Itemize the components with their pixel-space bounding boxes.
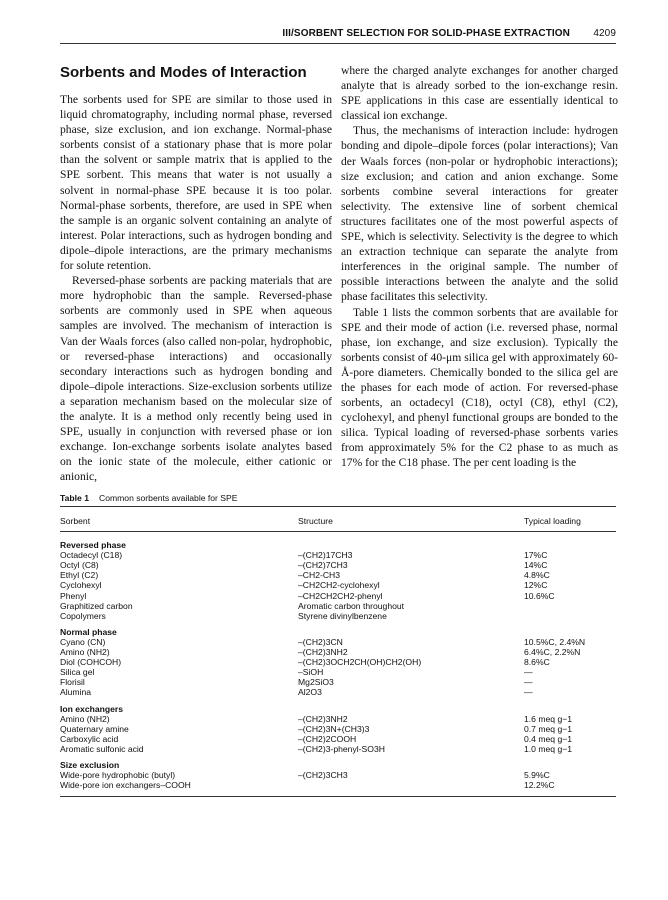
loading-cell: 17%C [524,550,548,561]
structure-cell: –(CH2)3-phenyl-SO3H [298,743,385,754]
loading-cell: 8.6%C [524,657,550,668]
loading-cell: 14%C [524,560,548,571]
sorbent-cell: Alumina [60,687,92,698]
sorbent-cell: Graphitized carbon [60,600,133,611]
table-label: Table 1 [60,493,89,503]
section-heading: Sorbents and Modes of Interaction [60,64,307,81]
table-group-row [60,532,616,551]
loading-cell: 6.4%C, 2.2%N [524,647,581,658]
table-row [60,657,616,667]
header-rule [60,43,616,44]
body-paragraph: Thus, the mechanisms of interaction include: hydrogen bonding and dipole–dipole forces (polar interactions); Van der Waals forces (non-polar or hydrophobic interactions); size exclusion; and cation and anion exchange. Some sorbents combine several interactions for greater selectivity. The extensive line of sorbent chemical structures facilitates one of the most powerful aspects of SPE, which is selectivity. Selectivity is the degree to which an extraction technique can separate the analyte from interferences in the original sample. The number of possible interactions between the analyte and the solid phase facilitates this selectivity. [341,124,618,304]
loading-cell: 5.9%C [524,770,550,781]
sorbent-cell: Quaternary amine [60,723,129,734]
structure-cell: Mg2SiO3 [298,677,334,688]
table-row [60,677,616,687]
table-group-row [60,754,616,770]
loading-cell: 1.0 meq g−1 [524,743,573,754]
loading-cell: — [524,667,533,678]
loading-cell: 4.8%C [524,570,550,581]
table-row [60,724,616,734]
structure-cell: –(CH2)3N+(CH3)3 [298,723,370,734]
structure-cell: –(CH2)3CN [298,636,343,647]
sorbent-cell: Octadecyl (C18) [60,550,123,561]
structure-cell: –CH2CH2-cyclohexyl [298,580,380,591]
table-group-heading: Size exclusion [60,759,120,770]
sorbent-cell: Cyano (CN) [60,636,106,647]
loading-cell: — [524,687,533,698]
sorbent-cell: Amino (NH2) [60,713,110,724]
loading-cell: 0.7 meq g−1 [524,723,573,734]
sorbent-cell: Silica gel [60,667,95,678]
sorbent-cell: Wide-pore hydrophobic (butyl) [60,770,176,781]
loading-cell [524,611,616,621]
sorbent-cell: Cyclohexyl [60,580,102,591]
structure-cell: –CH2CH2CH2-phenyl [298,590,383,601]
table-group-heading: Ion exchangers [60,703,124,714]
sorbents-table [60,506,616,797]
structure-cell: –(CH2)3OCH2CH(OH)CH2(OH) [298,657,422,668]
body-paragraph: Table 1 lists the common sorbents that are available for SPE and their mode of action (i.e. reversed phase, normal phase, ion exchange, and size exclusion). Typically the sorbents consist of 40-μm silica gel with approximately 60-Å-pore diameters. Chemically bonded to the silica gel are the phases for each mode of action. For reversed-phase sorbents, an octadecyl (C18), octyl (C8), ethyl (C2), cyclohexyl, and phenyl functional groups are bonded to the silica. Typical loading of reversed-phase sorbents varies from approximately 5% for the C2 phase to as much as 17% for the C18 phase. The per cent loading is the [341,305,618,470]
left-column [60,60,332,484]
sorbent-cell: Amino (NH2) [60,647,110,658]
loading-cell: 10.6%C [524,590,555,601]
table-row [60,687,616,697]
loading-cell: 10.5%C, 2.4%N [524,636,586,647]
loading-cell: 1.6 meq g−1 [524,713,573,724]
table-header-row [60,507,616,532]
structure-cell: –(CH2)2COOH [298,733,357,744]
structure-cell: –SiOH [298,667,324,678]
column-header-loading: Typical loading [524,507,616,532]
sorbent-cell: Carboxylic acid [60,733,119,744]
sorbent-cell: Wide-pore ion exchangers–COOH [60,780,298,797]
table-row [60,611,616,621]
structure-cell: –(CH2)3NH2 [298,713,348,724]
structure-cell: Al2O3 [298,687,322,698]
body-paragraph: where the charged analyte exchanges for another charged analyte that is already sorbed to the ion-exchange resin. SPE applications in this case are essentially identical to classical ion exchange. [341,64,618,123]
table-row [60,744,616,754]
structure-cell: Styrene divinylbenzene [298,610,387,621]
table-caption-text: Common sorbents available for SPE [98,493,238,503]
running-header-title: III/SORBENT SELECTION FOR SOLID-PHASE EXTRACTION [282,28,570,39]
loading-cell: 12.2%C [524,780,616,797]
body-paragraph: The sorbents used for SPE are similar to those used in liquid chromatography, including normal phase, reversed phase, size exclusion, and ion exchange. Normal-phase sorbents consist of a stationary phase that is more polar than the solvent or sample matrix that is applied to the SPE sorbent. This means that water is not usually a solvent in normal-phase SPE because it is too polar. Normal-phase sorbents, therefore, are used in SPE when the sample is an organic solvent containing an analyte of interest. Polar interactions, such as hydrogen bonding and dipole–dipole interactions, are the primary mechanisms for solute retention. [60,93,332,273]
sorbent-cell: Copolymers [60,610,106,621]
table-caption [60,493,238,503]
table-group-heading: Normal phase [60,626,117,637]
sorbent-cell: Aromatic sulfonic acid [60,743,144,754]
table-row [60,667,616,677]
structure-cell: –(CH2)3NH2 [298,647,348,658]
table-row [60,550,616,560]
table-row [60,714,616,724]
sorbent-cell: Octyl (C8) [60,560,99,571]
table-row [60,580,616,590]
structure-cell: –(CH2)7CH3 [298,560,348,571]
table-row [60,770,616,780]
column-header-structure: Structure [298,507,524,532]
loading-cell: 12%C [524,580,548,591]
right-column [341,63,618,471]
body-paragraph: Reversed-phase sorbents are packing materials that are more hydrophobic than the sample. Reversed-phase sorbents are commonly used in SPE when aqueous samples are involved. The mechanism of interaction is Van der Waals forces (also called non-polar, hydrophobic, or reversed-phase interactions) and occasionally secondary interactions such as hydrogen bonding and dipole–dipole interactions. Size-exclusion sorbents utilize a separation mechanism based on the molecular size of the analyte. It is a method only recently being used in SPE, usually in conjunction with reversed phase or ion exchange. Ion-exchange sorbents isolate analytes based on the ionic state of the molecule, either cationic or anionic, [60,274,332,484]
table-row [60,591,616,601]
sorbent-cell: Florisil [60,677,85,688]
sorbent-cell: Ethyl (C2) [60,570,99,581]
structure-cell: –(CH2)17CH3 [298,550,353,561]
table-group-row [60,698,616,714]
column-header-sorbent: Sorbent [60,507,298,532]
table-row [60,560,616,570]
table-row [60,637,616,647]
structure-cell: –(CH2)3CH3 [298,770,348,781]
sorbent-cell: Phenyl [60,590,87,601]
structure-cell [298,780,524,797]
table-row [60,734,616,744]
structure-cell: Aromatic carbon throughout [298,600,405,611]
structure-cell: –CH2-CH3 [298,570,341,581]
table-row [60,570,616,580]
sorbent-cell: Diol (COHCOH) [60,657,122,668]
table-group-heading: Reversed phase [60,540,126,551]
table-body [60,532,616,797]
loading-cell: — [524,677,533,688]
table-group-row [60,621,616,637]
loading-cell [524,601,616,611]
table-row [60,601,616,611]
loading-cell: 0.4 meq g−1 [524,733,573,744]
page-number: 4209 [593,28,616,39]
table-row [60,647,616,657]
table-row [60,780,616,797]
